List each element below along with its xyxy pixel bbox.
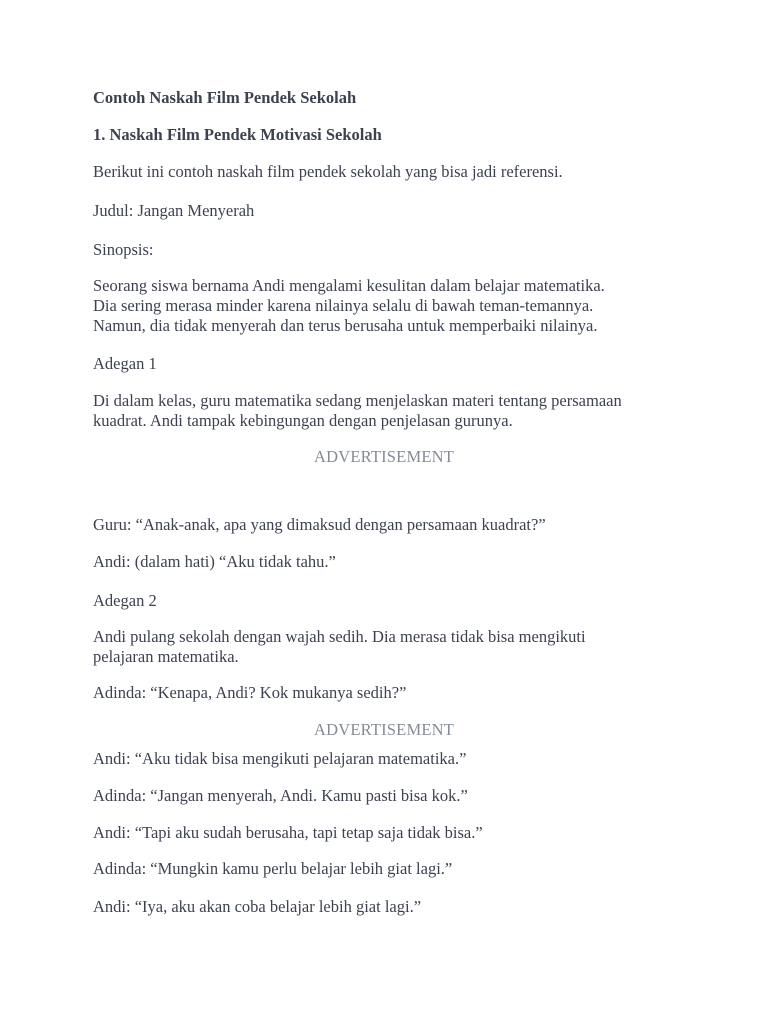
adegan-1-label: Adegan 1 (93, 354, 157, 373)
sinopsis-line: Seorang siswa bernama Andi mengalami kesulitan dalam belajar matematika. (93, 276, 605, 295)
dialog-line: Andi: “Iya, aku akan coba belajar lebih giat lagi.” (93, 897, 422, 916)
adegan-1-line: kuadrat. Andi tampak kebingungan dengan penjelasan gurunya. (93, 411, 513, 430)
adegan-2-label: Adegan 2 (93, 591, 157, 610)
sinopsis-label: Sinopsis: (93, 240, 154, 259)
advertisement-label: ADVERTISEMENT (313, 447, 454, 466)
advertisement-label: ADVERTISEMENT (313, 720, 454, 739)
document-title: Contoh Naskah Film Pendek Sekolah (93, 88, 357, 107)
adegan-1-line: Di dalam kelas, guru matematika sedang menjelaskan materi tentang persamaan (93, 391, 622, 410)
dialog-line: Andi: “Tapi aku sudah berusaha, tapi tetap saja tidak bisa.” (93, 823, 483, 842)
intro-text: Berikut ini contoh naskah film pendek sekolah yang bisa jadi referensi. (93, 162, 563, 181)
section-heading: 1. Naskah Film Pendek Motivasi Sekolah (93, 125, 382, 144)
adegan-2-line: Andi pulang sekolah dengan wajah sedih. Dia merasa tidak bisa mengikuti (93, 627, 586, 646)
sinopsis-line: Namun, dia tidak menyerah dan terus berusaha untuk memperbaiki nilainya. (93, 316, 598, 335)
sinopsis-paragraph (93, 276, 677, 336)
dialog-line: Guru: “Anak-anak, apa yang dimaksud dengan persamaan kuadrat?” (93, 515, 546, 534)
dialog-line: Andi: “Aku tidak bisa mengikuti pelajaran matematika.” (93, 749, 467, 768)
dialog-line: Adinda: “Jangan menyerah, Andi. Kamu pasti bisa kok.” (93, 786, 468, 805)
dialog-line: Adinda: “Kenapa, Andi? Kok mukanya sedih?” (93, 683, 407, 702)
dialog-line: Adinda: “Mungkin kamu perlu belajar lebih giat lagi.” (93, 859, 453, 878)
judul-text: Judul: Jangan Menyerah (93, 201, 255, 220)
dialog-line: Andi: (dalam hati) “Aku tidak tahu.” (93, 552, 336, 571)
sinopsis-line: Dia sering merasa minder karena nilainya selalu di bawah teman-temannya. (93, 296, 594, 315)
adegan-2-paragraph (93, 627, 677, 667)
adegan-1-paragraph (93, 391, 677, 431)
adegan-2-line: pelajaran matematika. (93, 647, 239, 666)
